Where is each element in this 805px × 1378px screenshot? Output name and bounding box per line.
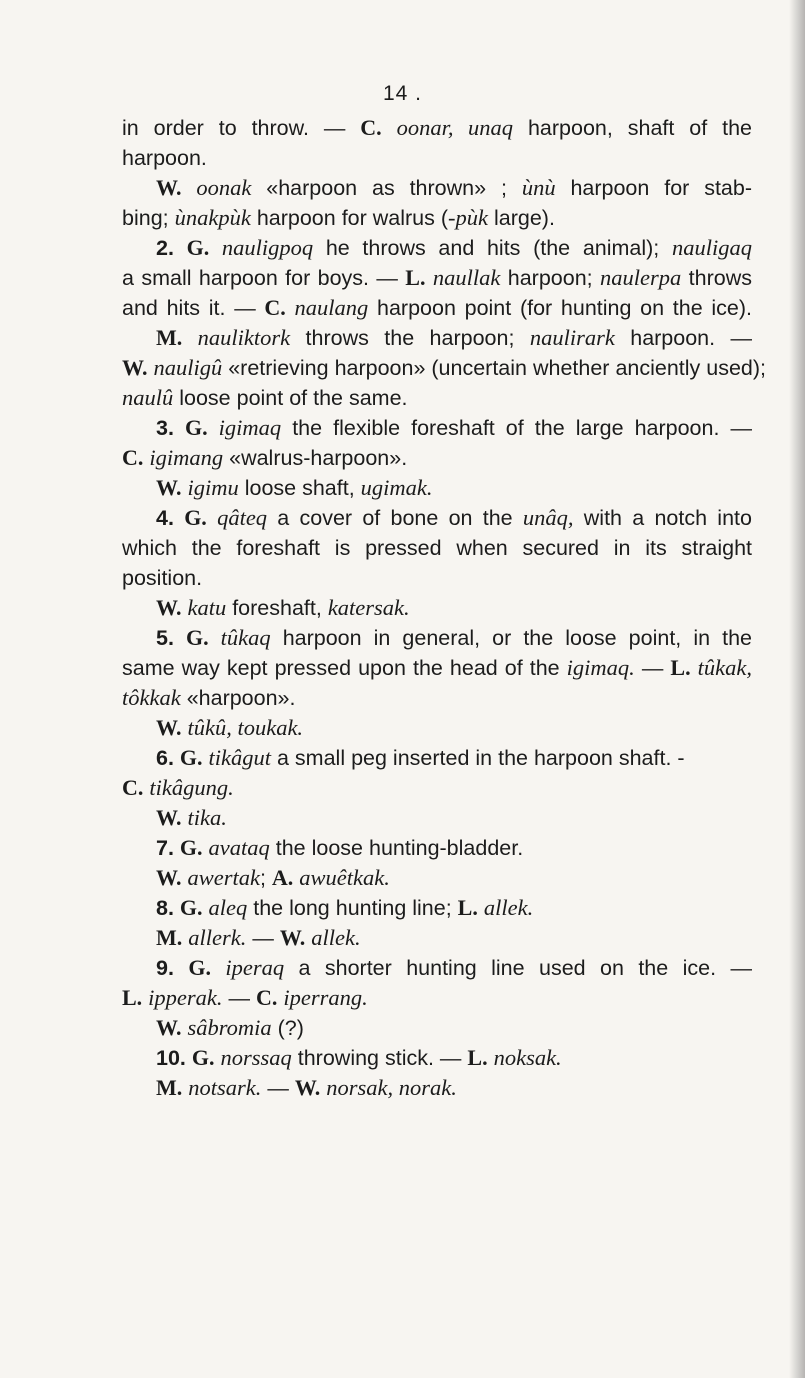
native-term: oonak xyxy=(196,175,252,200)
gloss-text: position. xyxy=(122,566,203,590)
gloss-text xyxy=(209,236,222,260)
dialect-label: G. xyxy=(179,835,203,860)
dialect-label: C. xyxy=(122,445,144,470)
entry-number: 2. xyxy=(156,236,174,260)
gloss-text: large). xyxy=(488,206,555,230)
text-line xyxy=(122,593,752,623)
native-term: oonar, unaq xyxy=(396,115,514,140)
text-line xyxy=(122,713,752,743)
gloss-text xyxy=(174,626,186,650)
gloss-text: same way kept pressed upon the head of the xyxy=(122,656,567,680)
dialect-label: G. xyxy=(186,235,210,260)
native-term: igimaq. xyxy=(566,655,635,680)
dialect-label: M. xyxy=(156,325,183,350)
native-term: avataq xyxy=(208,835,270,860)
native-term: naulû xyxy=(122,385,174,410)
text-line xyxy=(122,203,752,233)
text-line xyxy=(122,1073,752,1103)
entry-number: 5. xyxy=(156,626,174,650)
dialect-label: W. xyxy=(156,175,182,200)
gloss-text: bing; xyxy=(122,206,175,230)
gloss-text: he throws and hits (the animal); xyxy=(313,236,672,260)
dialect-label: L. xyxy=(122,985,143,1010)
dialect-label: W. xyxy=(156,715,182,740)
gloss-text: — xyxy=(246,926,280,950)
gloss-text: harpoon. xyxy=(122,146,207,170)
native-term: katersak. xyxy=(327,595,410,620)
gloss-text: — xyxy=(634,656,671,680)
native-term: awertak xyxy=(187,865,260,890)
gloss-text xyxy=(207,506,217,530)
gloss-text: a shorter hunting line used on the ice. — xyxy=(284,956,752,980)
gloss-text: — xyxy=(222,986,256,1010)
text-line xyxy=(122,893,752,923)
dialect-label: W. xyxy=(294,1075,321,1100)
dialect-label: M. xyxy=(156,1075,183,1100)
gloss-text xyxy=(174,506,184,530)
dialect-label: W. xyxy=(156,805,182,830)
text-line xyxy=(122,833,752,863)
gloss-text xyxy=(174,236,187,260)
native-term: igimang xyxy=(149,445,224,470)
native-term: qâteq xyxy=(217,505,268,530)
dialect-label: C. xyxy=(255,985,278,1010)
gloss-text: throws the harpoon; xyxy=(290,326,530,350)
gloss-text: the flexible foreshaft of the large harpoon. — xyxy=(281,416,752,440)
native-term: tikâgut xyxy=(208,745,272,770)
native-term: nauliktork xyxy=(197,325,291,350)
gloss-text xyxy=(286,296,295,320)
gloss-text: a small harpoon for boys. — xyxy=(122,266,406,290)
gloss-text xyxy=(382,116,397,140)
gloss-text: a cover of bone on the xyxy=(267,506,523,530)
text-line xyxy=(122,293,752,323)
gloss-text: «walrus-harpoon». xyxy=(223,446,408,470)
native-term: allerk. xyxy=(188,925,247,950)
native-term: ùnù xyxy=(521,175,556,200)
text-line xyxy=(122,323,752,353)
dialect-label: L. xyxy=(457,895,478,920)
gloss-text: harpoon. — xyxy=(614,326,753,350)
gloss-text: which the foreshaft is pressed when secured in its straight xyxy=(122,536,752,560)
text-line xyxy=(122,173,752,203)
dialect-label: G. xyxy=(179,895,203,920)
gloss-text: ; xyxy=(259,866,272,890)
native-term: norsak, norak. xyxy=(326,1075,457,1100)
text-line xyxy=(122,683,752,713)
body-text xyxy=(122,113,767,1103)
gloss-text: with a notch into xyxy=(573,506,752,530)
native-term: tôkkak xyxy=(122,685,181,710)
gloss-text: «retrieving harpoon» (uncertain whether anciently used); xyxy=(222,356,767,380)
dialect-label: G. xyxy=(179,745,203,770)
native-term: unâq, xyxy=(522,505,574,530)
text-line xyxy=(122,443,752,473)
native-term: iperaq xyxy=(225,955,285,980)
gloss-text xyxy=(209,626,221,650)
dialect-label: G. xyxy=(184,415,208,440)
text-line xyxy=(122,143,752,173)
entry-number: 4. xyxy=(156,506,174,530)
gloss-text: a small peg inserted in the harpoon shaft. - xyxy=(271,746,685,770)
entry-number: 7. xyxy=(156,836,174,860)
gloss-text: — xyxy=(261,1076,295,1100)
text-line xyxy=(122,113,752,143)
native-term: nauligaq xyxy=(671,235,752,260)
gloss-text: «harpoon as thrown» ; xyxy=(251,176,522,200)
native-term: ùnakpùk xyxy=(174,205,251,230)
native-term: allek. xyxy=(483,895,534,920)
gloss-text: «harpoon». xyxy=(180,686,296,710)
gloss-text xyxy=(425,266,432,290)
native-term: noksak. xyxy=(493,1045,562,1070)
gloss-text: harpoon for walrus ( xyxy=(250,206,449,230)
gloss-text: in order to throw. — xyxy=(122,116,361,140)
dialect-label: C. xyxy=(122,775,144,800)
gloss-text xyxy=(182,326,197,350)
gloss-text: the loose hunting-bladder. xyxy=(269,836,524,860)
native-term: tikâgung. xyxy=(149,775,234,800)
text-line xyxy=(122,533,752,563)
dialect-label: C. xyxy=(264,295,286,320)
text-line xyxy=(122,1043,752,1073)
native-term: ipperak. xyxy=(148,985,223,1010)
dialect-label: G. xyxy=(191,1045,215,1070)
native-term: nauligû xyxy=(153,355,223,380)
entry-number: 3. xyxy=(156,416,174,440)
native-term: igimu xyxy=(187,475,239,500)
dialect-label: W. xyxy=(122,355,148,380)
native-term: naulerpa xyxy=(600,265,682,290)
gloss-text xyxy=(174,956,188,980)
gloss-text xyxy=(174,416,185,440)
dialect-label: W. xyxy=(156,595,182,620)
dialect-label: G. xyxy=(184,505,207,530)
native-term: naullak xyxy=(432,265,501,290)
dialect-label: M. xyxy=(156,925,183,950)
dialect-label: W. xyxy=(156,1015,182,1040)
native-term: ugimak. xyxy=(360,475,433,500)
native-term: tûkaq xyxy=(220,625,271,650)
native-term: iperrang. xyxy=(283,985,368,1010)
gloss-text: the long hunting line; xyxy=(247,896,458,920)
text-line xyxy=(122,263,752,293)
text-line xyxy=(122,563,752,593)
text-line xyxy=(122,803,752,833)
gloss-text xyxy=(181,176,196,200)
gloss-text xyxy=(211,956,225,980)
gloss-text: harpoon; xyxy=(500,266,601,290)
entry-number: 8. xyxy=(156,896,174,920)
native-term: tûkû, toukak. xyxy=(187,715,304,740)
gloss-text: and hits it. — xyxy=(122,296,265,320)
native-term: naulirark xyxy=(529,325,615,350)
dialect-label: W. xyxy=(156,865,182,890)
text-line xyxy=(122,503,752,533)
text-line xyxy=(122,413,752,443)
native-term: sâbromia xyxy=(187,1015,272,1040)
dialect-label: C. xyxy=(360,115,382,140)
entry-number: 9. xyxy=(156,956,174,980)
text-line xyxy=(122,353,767,383)
dialect-label: G. xyxy=(185,625,209,650)
text-line xyxy=(122,623,752,653)
text-line xyxy=(122,743,752,773)
dialect-label: L. xyxy=(467,1045,488,1070)
gloss-text: harpoon for stab- xyxy=(555,176,752,200)
text-line xyxy=(122,653,752,683)
text-line xyxy=(122,233,752,263)
native-term: norssaq xyxy=(220,1045,292,1070)
native-term: tûkak, xyxy=(697,655,752,680)
gloss-text: (?) xyxy=(271,1016,304,1040)
gloss-text xyxy=(208,416,219,440)
gloss-text: harpoon in general, or the loose point, in the xyxy=(270,626,752,650)
text-line xyxy=(122,773,752,803)
native-term: notsark. xyxy=(188,1075,262,1100)
native-term: tika. xyxy=(187,805,227,830)
text-line xyxy=(122,953,752,983)
native-term: naulang xyxy=(294,295,369,320)
entry-number: 10. xyxy=(156,1046,186,1070)
native-term: aleq xyxy=(208,895,248,920)
gloss-text xyxy=(691,656,698,680)
native-term: allek. xyxy=(311,925,361,950)
text-line xyxy=(122,1013,752,1043)
text-line xyxy=(122,863,752,893)
dialect-label: L. xyxy=(670,655,691,680)
native-term: katu xyxy=(187,595,227,620)
gloss-text: throws xyxy=(681,266,752,290)
entry-number: 6. xyxy=(156,746,174,770)
text-line xyxy=(122,473,752,503)
text-line xyxy=(122,383,752,413)
gloss-text: harpoon point (for hunting on the ice). xyxy=(368,296,752,320)
dialect-label: W. xyxy=(156,475,182,500)
page-number: 14 . xyxy=(382,82,423,105)
text-line xyxy=(122,983,752,1013)
native-term: nauligpoq xyxy=(221,235,314,260)
dialect-label: A. xyxy=(271,865,294,890)
text-line xyxy=(122,923,752,953)
native-term: awuêtkak. xyxy=(299,865,390,890)
native-term: igimaq xyxy=(218,415,282,440)
dialect-label: L. xyxy=(405,265,426,290)
gloss-text: throwing stick. — xyxy=(291,1046,468,1070)
page-edge-shadow xyxy=(789,0,805,1378)
native-term: -pùk xyxy=(448,205,489,230)
gloss-text: loose shaft, xyxy=(238,476,361,500)
dialect-label: W. xyxy=(279,925,306,950)
gloss-text: loose point of the same. xyxy=(173,386,408,410)
dialect-label: G. xyxy=(188,955,211,980)
gloss-text: harpoon, shaft of the xyxy=(513,116,752,140)
gloss-text: foreshaft, xyxy=(226,596,328,620)
